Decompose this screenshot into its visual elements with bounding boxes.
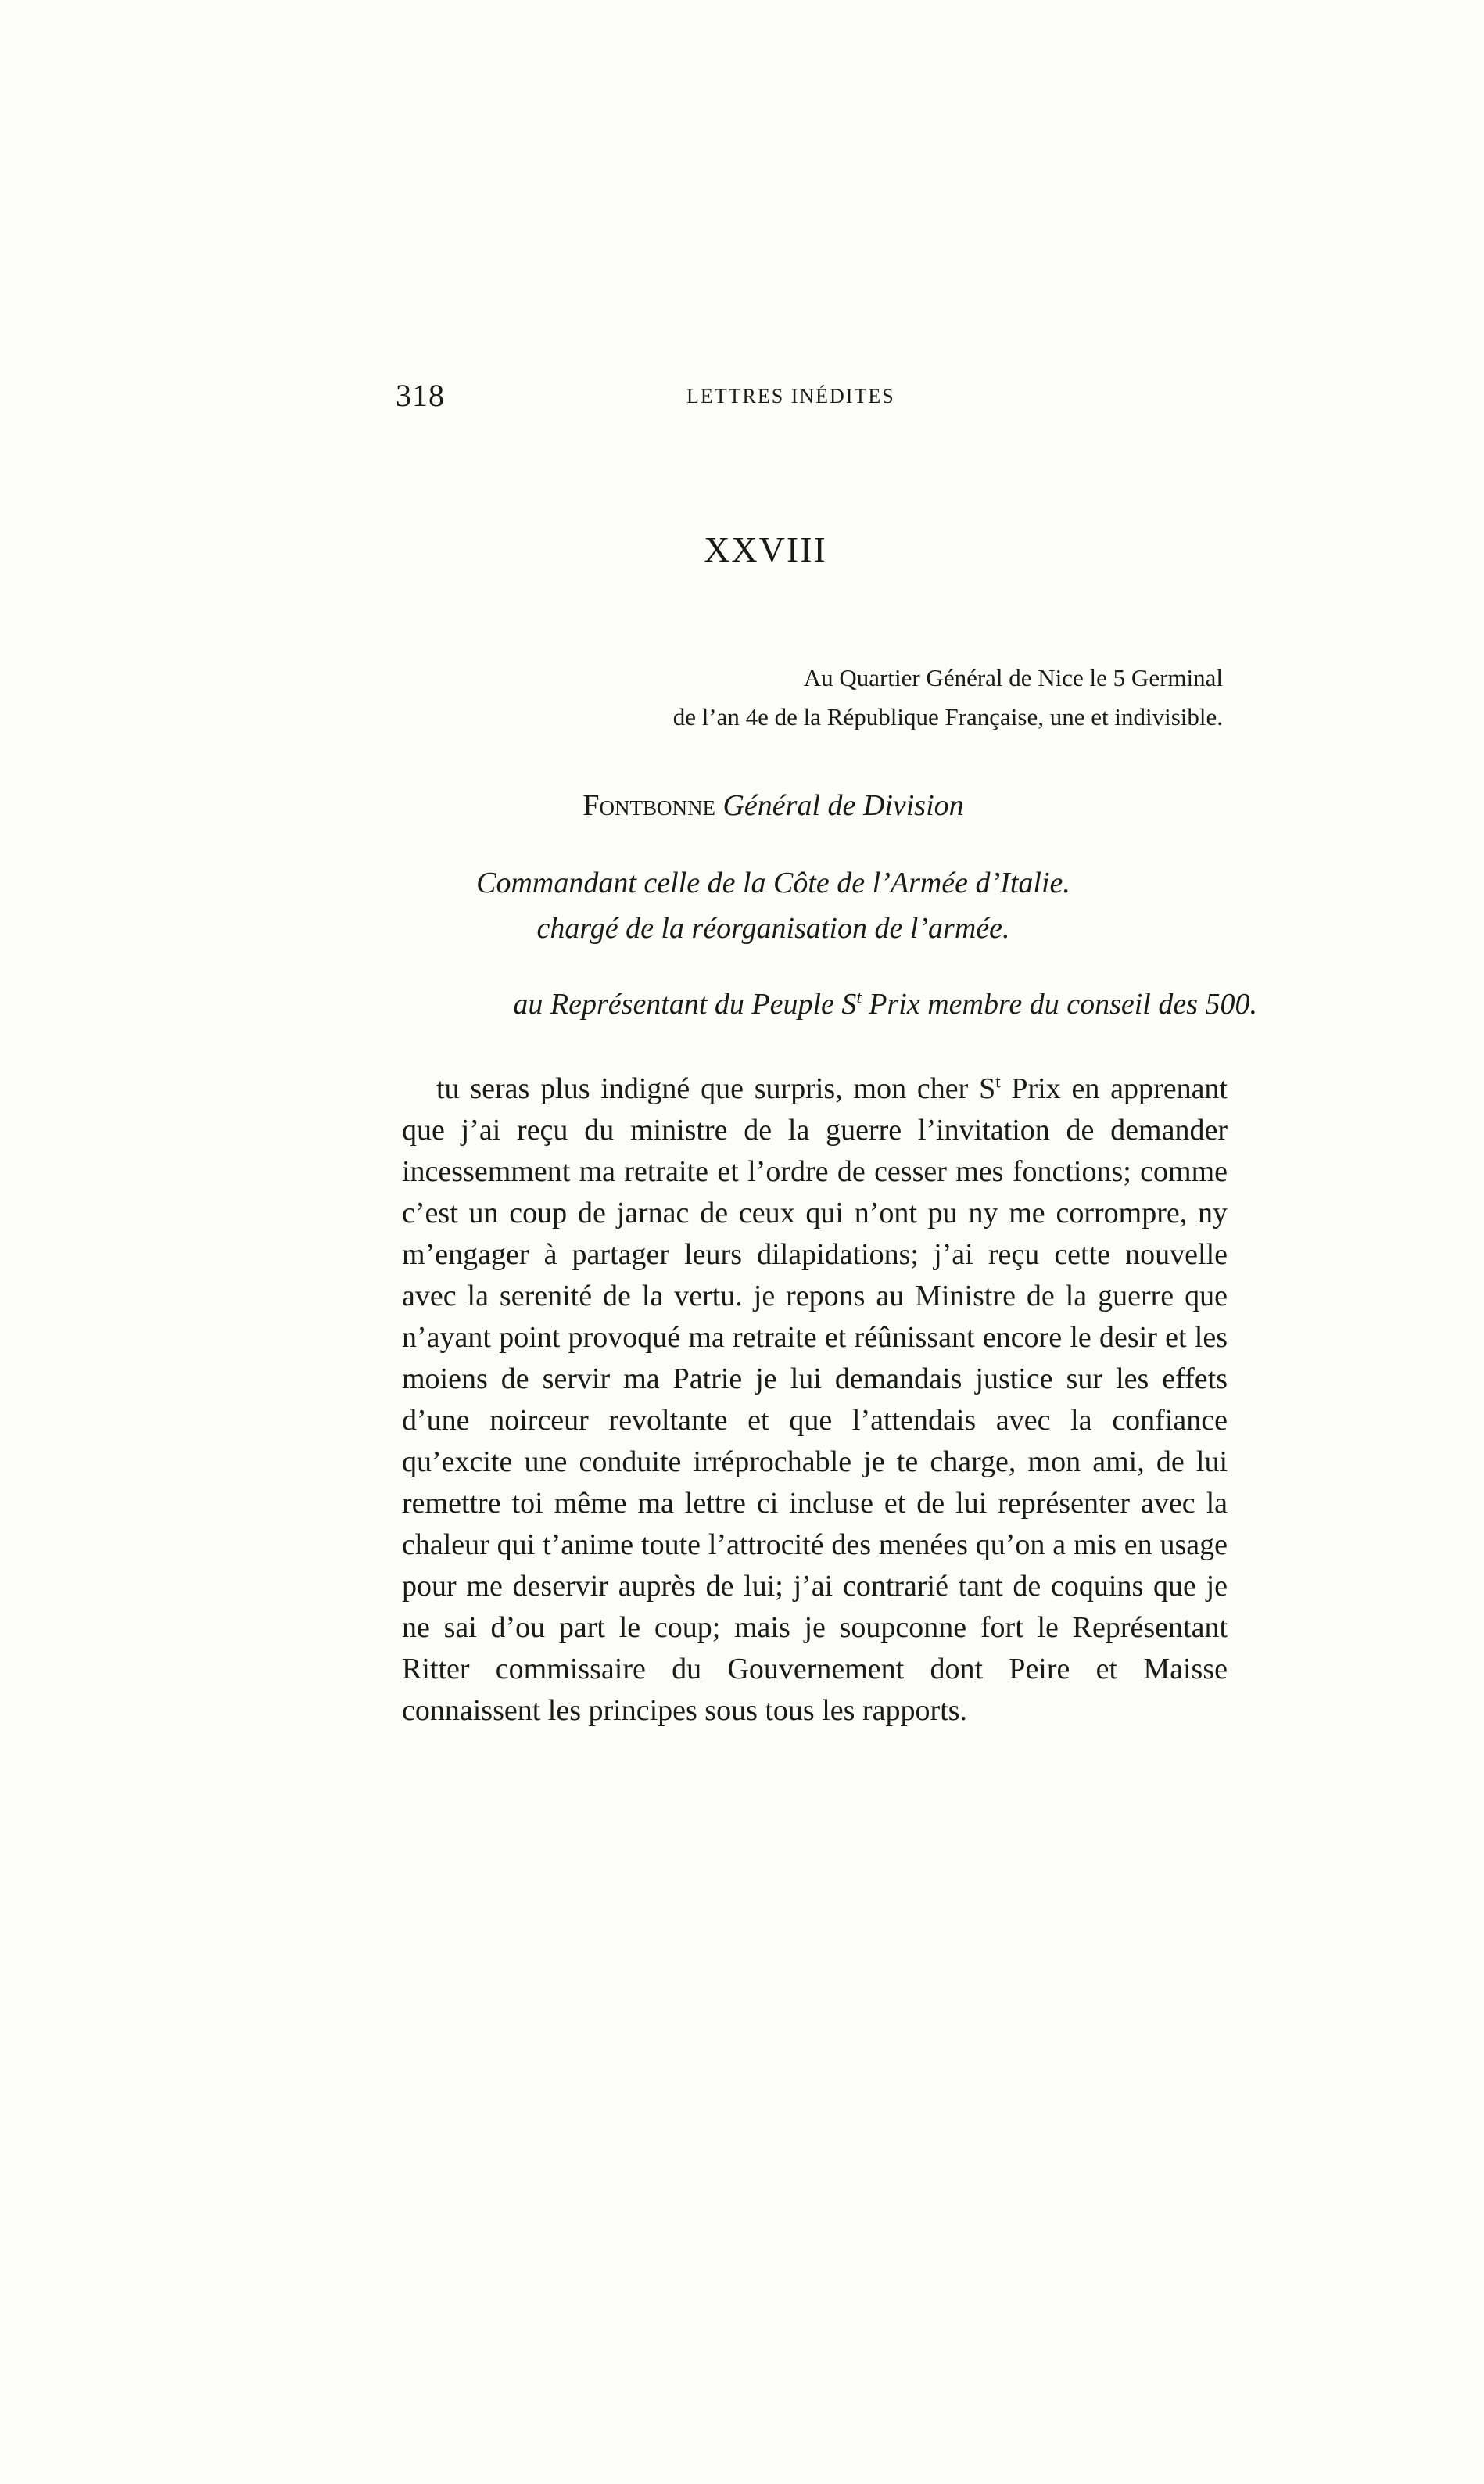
dateline [673,659,1223,737]
addressee-superscript: t [856,987,862,1007]
letter-body [402,1068,1228,1732]
running-head [396,377,1238,424]
letter-body-superscript: t [995,1071,1001,1092]
running-title: LETTRES INÉDITES [686,385,895,407]
command-line-2: chargé de la réorganisation de l’armée. [536,912,1010,945]
sender-name: Fontbonne [582,789,715,822]
letter-body-start: tu seras plus indigné que surpris, mon cher S [436,1072,996,1105]
page-number: 318 [396,378,445,413]
letter-number: XXVIII [704,529,827,569]
dateline-line-2: de l’an 4e de la République Française, une et indivisible. [672,703,1223,730]
addressee-after: Prix membre du conseil des 500. [861,988,1257,1021]
addressee [397,987,1257,1021]
letter-body-rest: Prix en apprenant que j’ai reçu du ministre de la guerre l’invitation de demander incessemment ma retraite et l’ordre de cesser mes fonctions; comme c’est un coup de jarnac de ceux qui n’ont pu ny me corrompre, ny m’engager à partager leurs dilapidations; j’ai reçu cette nouvelle avec la serenité de la vertu. je repons au Ministre de la guerre que n’ayant point provoqué ma retraite et réûnissant encore le desir et les moiens de servir ma Patrie je lui demandais justice sur les effets d’une noirceur revoltante et que l’attendais avec la confiance qu’excite une conduite irréprochable je te charge, mon ami, de lui remettre toi même ma lettre ci incluse et de lui représenter avec la chaleur qui t’anime toute l’attrocité des menées qu’on a mis en usage pour me deservir auprès de lui; j’ai contrarié tant de coquins que je ne sai d’ou part le coup; mais je soupconne fort le Représentant Ritter commissaire du Gouvernement dont Peire et Maisse connaissent les principes sous tous les rapports. [402,1072,1228,1727]
addressee-before: au Représentant du Peuple S [513,988,857,1021]
dateline-line-1: Au Quartier Général de Nice le 5 Germinal [803,664,1223,691]
sender-line [0,788,1484,823]
command-line-1: Commandant celle de la Côte de l’Armée d’Italie. [476,867,1070,899]
command-block [0,860,1484,951]
sender-rank: Général de Division [722,789,964,822]
